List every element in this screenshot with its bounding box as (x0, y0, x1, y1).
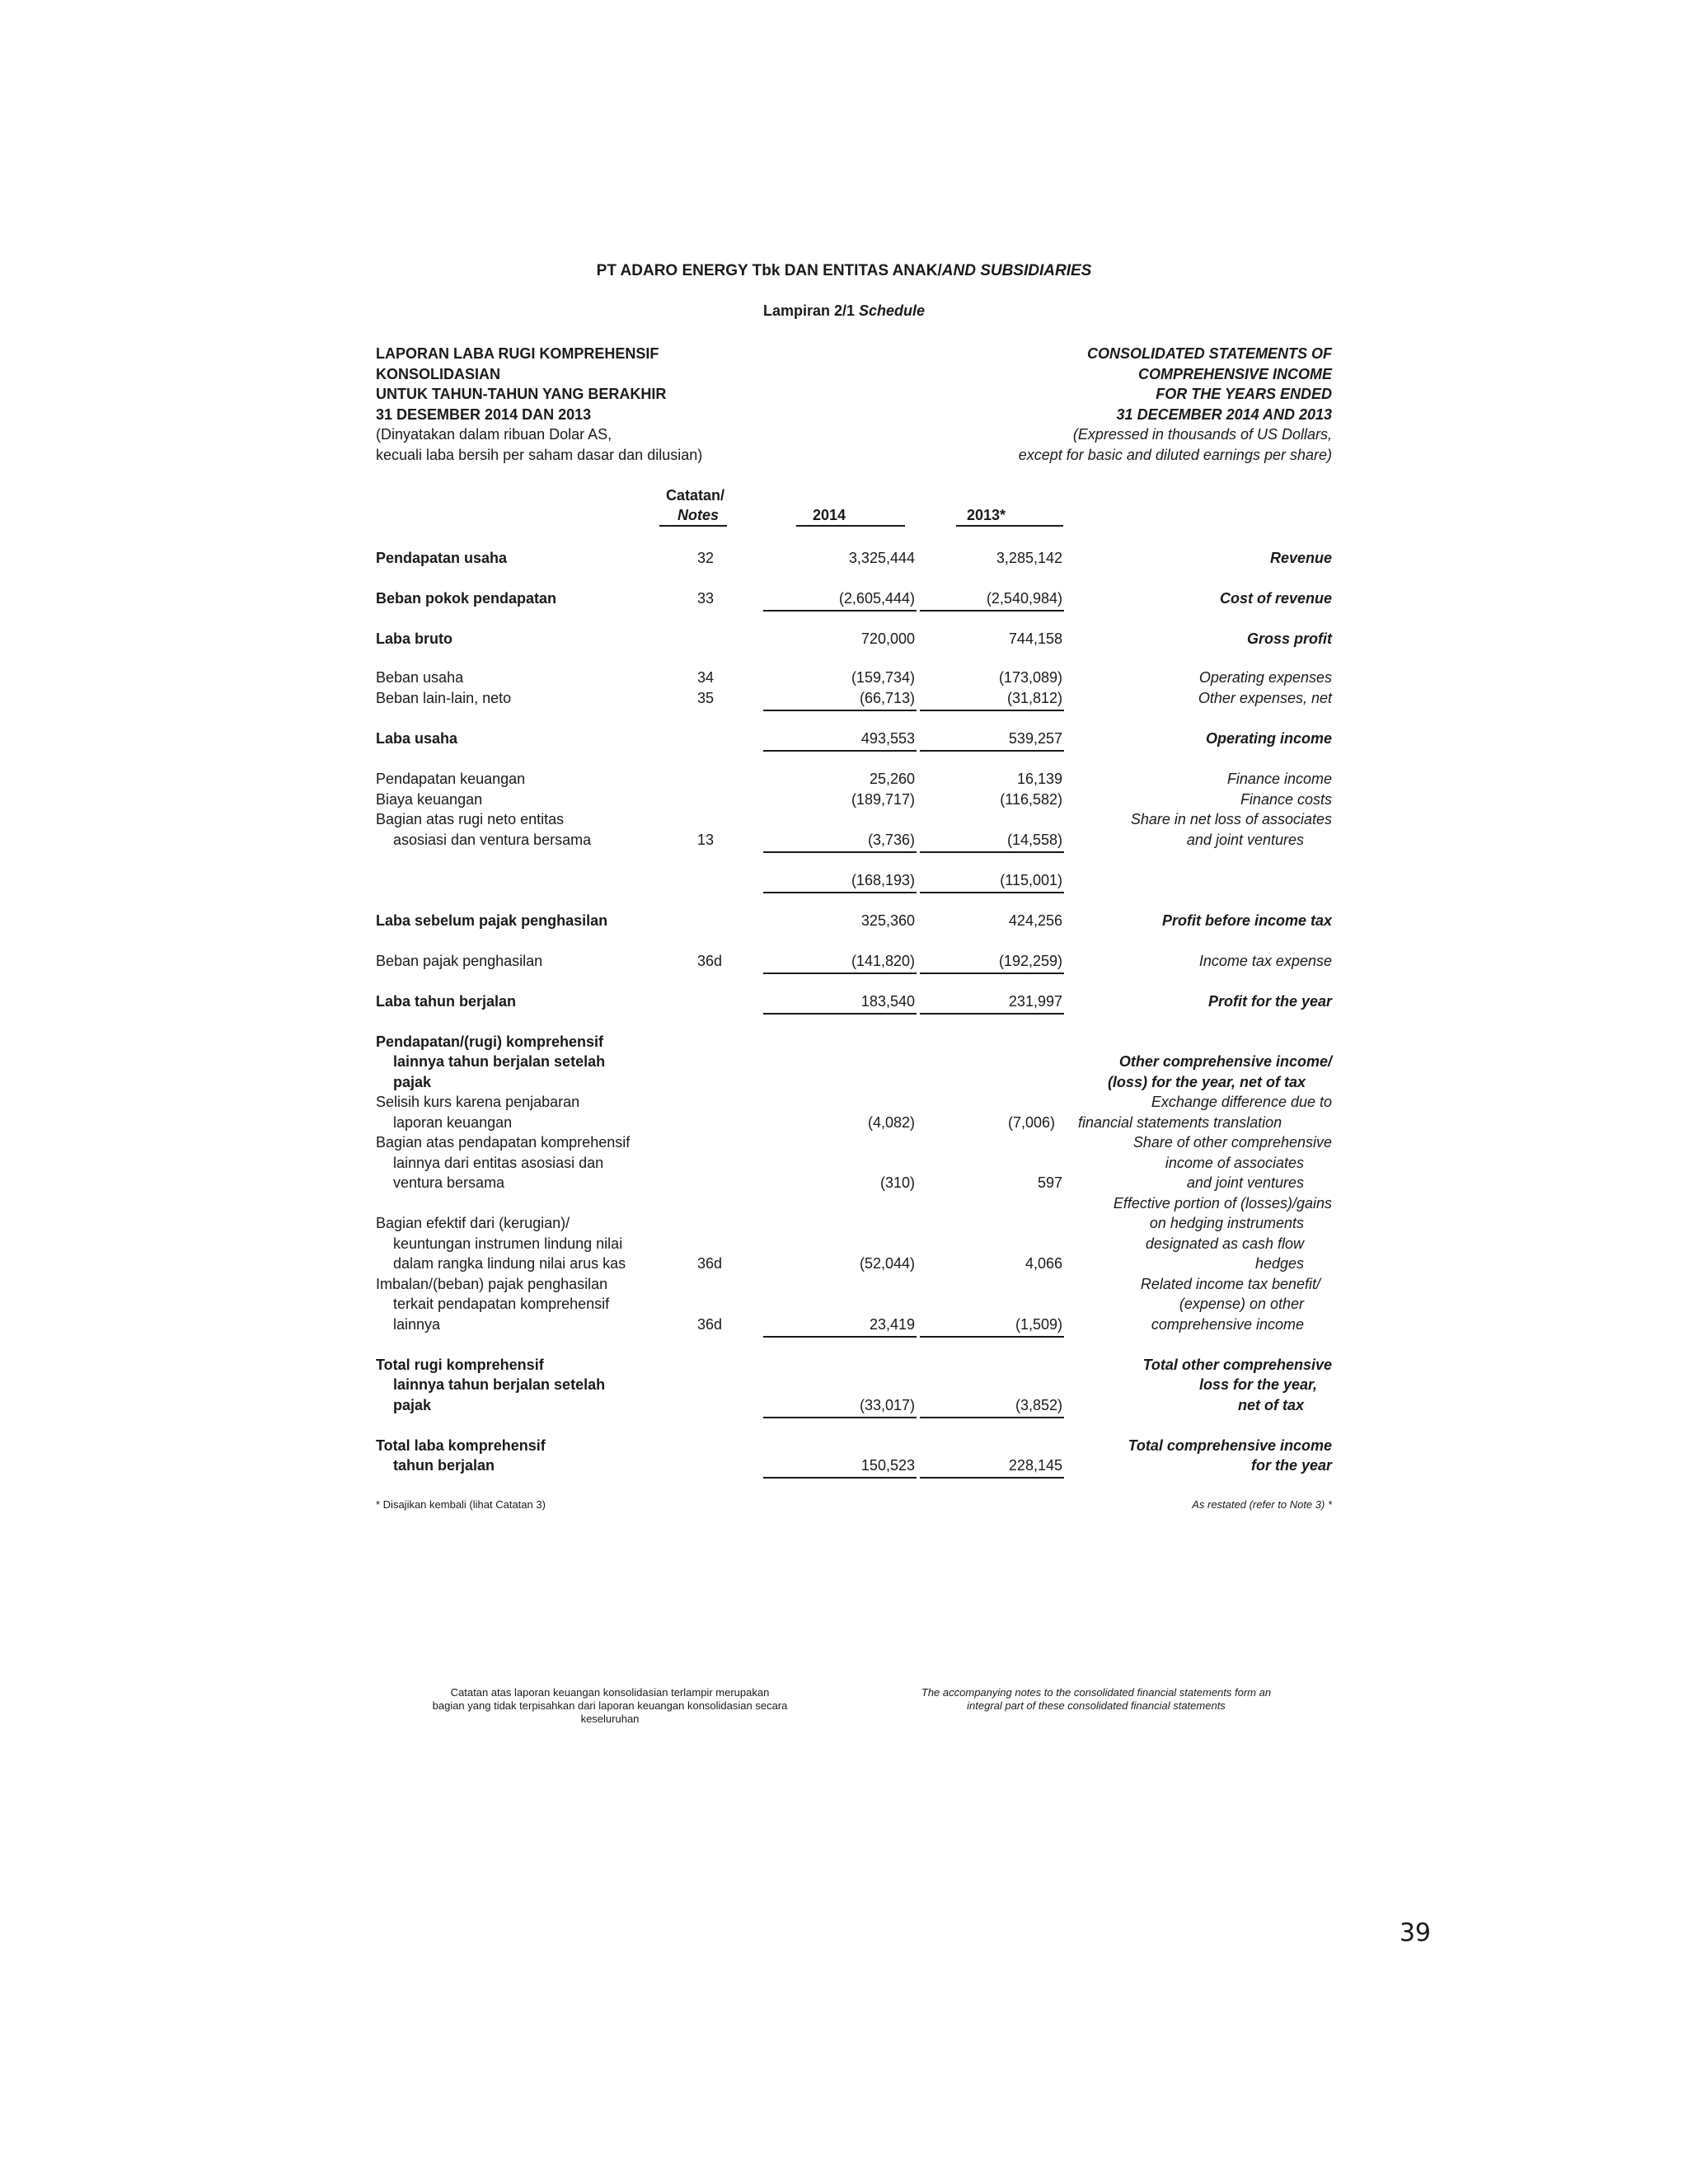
row-label: keuntungan instrumen lindung nilai (393, 1235, 623, 1252)
row-label: Laba sebelum pajak penghasilan (376, 912, 608, 929)
row-label-en: income of associates (1165, 1155, 1304, 1171)
value-2013: 424,256 (1008, 912, 1062, 929)
footer-note-id (363, 1686, 857, 1726)
value-2013: 597 (1037, 1174, 1062, 1191)
row-label-en: net of tax (1237, 1397, 1304, 1413)
row-note: 36d (697, 953, 723, 969)
value-2013: (31,812) (1006, 690, 1062, 706)
value-2014: (141,820) (851, 953, 915, 969)
row-label: pajak (393, 1397, 432, 1413)
value-2014: 3,325,444 (848, 550, 915, 566)
row-label: Beban lain-lain, neto (376, 690, 512, 706)
footer-en-line: The accompanying notes to the consolidated financial statements form an (921, 1686, 1272, 1699)
value-2013: 16,139 (1016, 771, 1062, 787)
row-label-en: Cost of revenue (1219, 590, 1332, 607)
row-label: Bagian efektif dari (kerugian)/ (376, 1215, 570, 1231)
value-2013: (14,558) (1006, 832, 1062, 848)
row-label: Laba usaha (376, 730, 458, 747)
row-label-en: Gross profit (1246, 630, 1332, 647)
underline-2014 (763, 1336, 917, 1338)
underline-2013 (920, 1013, 1064, 1015)
value-2013: (2,540,984) (986, 590, 1062, 607)
value-2013: (116,582) (1000, 791, 1062, 808)
title-id-line: 31 DESEMBER 2014 DAN 2013 (376, 405, 592, 423)
row-label: Bagian atas rugi neto entitas (376, 811, 565, 827)
underline-2014 (763, 851, 917, 853)
notes-header: Catatan/ (666, 487, 725, 504)
row-label: Total rugi komprehensif (376, 1357, 544, 1373)
title-en-line: COMPREHENSIVE INCOME (1137, 365, 1332, 382)
restated-note-en: As restated (refer to Note 3) * (1192, 1498, 1332, 1511)
title-en-line: except for basic and diluted earnings per share) (1018, 446, 1332, 463)
row-label-en: Profit before income tax (1161, 912, 1332, 929)
row-label: Pendapatan keuangan (376, 771, 526, 787)
value-2014: (159,734) (851, 669, 915, 686)
year-2013-underline (956, 525, 1063, 527)
row-label-en: for the year (1250, 1457, 1332, 1474)
row-label: ventura bersama (393, 1174, 505, 1191)
value-2013: 3,285,142 (996, 550, 1062, 566)
company-header (0, 262, 1688, 280)
underline-2013 (920, 610, 1064, 612)
double-underline-2013 (920, 1477, 1064, 1479)
row-label-en: Related income tax benefit/ (1140, 1276, 1320, 1292)
row-label-en: Exchange difference due to (1151, 1094, 1332, 1110)
underline-2014 (763, 710, 917, 711)
row-label-en: and joint ventures (1186, 1174, 1304, 1191)
underline-2014 (763, 972, 917, 974)
row-label: Selisih kurs karena penjabaran (376, 1094, 580, 1110)
row-label: asosiasi dan ventura bersama (393, 832, 592, 848)
value-2013: (1,509) (1015, 1316, 1062, 1333)
company-name-en: AND SUBSIDIARIES (941, 262, 1092, 279)
value-2013: (115,001) (1000, 872, 1062, 888)
restated-note-id: * Disajikan kembali (lihat Catatan 3) (376, 1498, 546, 1511)
underline-2013 (920, 750, 1064, 752)
row-label-en: on hedging instruments (1149, 1215, 1304, 1231)
underline-2014 (763, 1013, 917, 1015)
row-label: lainnya (393, 1316, 441, 1333)
footer-note-en (865, 1686, 1327, 1713)
double-underline-2014 (763, 1477, 917, 1479)
title-id-line: kecuali laba bersih per saham dasar dan dilusian) (376, 446, 703, 463)
row-label: Biaya keuangan (376, 791, 483, 808)
row-note: 13 (697, 832, 715, 848)
value-2014: (4,082) (867, 1114, 915, 1131)
footer-id-line: keseluruhan (580, 1713, 640, 1725)
row-label-en: Revenue (1269, 550, 1332, 566)
title-en-line: FOR THE YEARS ENDED (1156, 386, 1332, 402)
year-2014-underline (796, 525, 905, 527)
row-label: Laba tahun berjalan (376, 993, 517, 1010)
row-label-en: hedges (1254, 1255, 1304, 1272)
row-label-en: Income tax expense (1198, 953, 1332, 969)
notes-header-en: Notes (678, 507, 720, 523)
value-2014: 493,553 (860, 730, 915, 747)
row-note: 35 (697, 690, 715, 706)
row-label-en: Effective portion of (losses)/gains (1113, 1195, 1332, 1212)
footer-en-line: integral part of these consolidated financial statements (967, 1699, 1226, 1712)
row-label: Total laba komprehensif (376, 1437, 546, 1454)
underline-2013 (920, 972, 1064, 974)
row-note: 36d (697, 1316, 723, 1333)
underline-2014 (763, 610, 917, 612)
statement-title-en (1019, 344, 1332, 465)
title-en-line: CONSOLIDATED STATEMENTS OF (1087, 345, 1332, 362)
value-2014: 720,000 (860, 630, 915, 647)
row-note: 34 (697, 669, 715, 686)
value-2014: (3,736) (867, 832, 915, 848)
row-label-en: Finance income (1226, 771, 1332, 787)
row-label: terkait pendapatan komprehensif (393, 1296, 610, 1312)
value-2013: 4,066 (1025, 1255, 1062, 1272)
notes-header-underline (659, 525, 727, 527)
value-2013: 744,158 (1008, 630, 1062, 647)
row-label-en: Other expenses, net (1198, 690, 1332, 706)
company-name: PT ADARO ENERGY Tbk DAN ENTITAS ANAK/ (596, 262, 942, 279)
row-label-en: (expense) on other (1179, 1296, 1304, 1312)
value-2014: (189,717) (851, 791, 915, 808)
value-2014: 325,360 (860, 912, 915, 929)
value-2013: (173,089) (998, 669, 1062, 686)
row-label-en: loss for the year, (1198, 1376, 1317, 1393)
schedule-id: Lampiran 2/1 (762, 302, 859, 319)
value-2014: (2,605,444) (838, 590, 915, 607)
title-en-line: 31 DECEMBER 2014 AND 2013 (1116, 405, 1332, 423)
underline-2013 (920, 851, 1064, 853)
value-2014: (66,713) (859, 690, 915, 706)
row-label: Laba bruto (376, 630, 452, 647)
row-label: lainnya tahun berjalan setelah (393, 1053, 606, 1070)
value-2014: (52,044) (859, 1255, 915, 1272)
row-label: pajak (393, 1074, 432, 1090)
row-label-en: designated as cash flow (1145, 1235, 1304, 1252)
underline-2014 (763, 750, 917, 752)
footer-id-line: bagian yang tidak terpisahkan dari laporan keuangan konsolidasian secara (432, 1699, 788, 1712)
row-label: Imbalan/(beban) pajak penghasilan (376, 1276, 608, 1292)
underline-2013 (920, 710, 1064, 711)
row-label: lainnya dari entitas asosiasi dan (393, 1155, 604, 1171)
row-label: Beban usaha (376, 669, 464, 686)
value-2013: (3,852) (1015, 1397, 1062, 1413)
value-2014: 23,419 (869, 1316, 915, 1333)
schedule-label (0, 302, 1688, 320)
year-2013-header: 2013* (967, 507, 1006, 523)
value-2013: (7,006) (1008, 1114, 1056, 1131)
underline-2013 (920, 1417, 1064, 1418)
value-2014: 25,260 (869, 771, 915, 787)
row-label: Bagian atas pendapatan komprehensif (376, 1134, 631, 1151)
underline-2013 (920, 892, 1064, 893)
value-2014: (33,017) (859, 1397, 915, 1413)
title-id-line: (Dinyatakan dalam ribuan Dolar AS, (376, 426, 612, 443)
row-label-en: Other comprehensive income/ (1118, 1053, 1332, 1070)
row-label: dalam rangka lindung nilai arus kas (393, 1255, 626, 1272)
footer-id-line: Catatan atas laporan keuangan konsolidasian terlampir merupakan (450, 1686, 770, 1699)
row-label: Beban pajak penghasilan (376, 953, 543, 969)
row-note: 33 (697, 590, 715, 607)
row-label: laporan keuangan (393, 1114, 513, 1131)
title-id-line: LAPORAN LABA RUGI KOMPREHENSIF (376, 345, 659, 362)
value-2013: 539,257 (1008, 730, 1062, 747)
row-label-en: Operating expenses (1198, 669, 1332, 686)
underline-2014 (763, 1417, 917, 1418)
value-2013: 231,997 (1008, 993, 1062, 1010)
row-label: lainnya tahun berjalan setelah (393, 1376, 606, 1393)
row-label-en: Operating income (1205, 730, 1332, 747)
row-label: Pendapatan usaha (376, 550, 508, 566)
row-label: tahun berjalan (393, 1457, 495, 1474)
schedule-en: Schedule (859, 302, 926, 319)
row-label-en: (loss) for the year, net of tax (1107, 1074, 1306, 1090)
value-2013: (192,259) (998, 953, 1062, 969)
row-label-en: financial statements translation (1078, 1114, 1282, 1131)
underline-2013 (920, 1336, 1064, 1338)
value-2014: (310) (879, 1174, 915, 1191)
underline-2014 (763, 892, 917, 893)
statement-title-id (376, 344, 702, 465)
title-en-line: (Expressed in thousands of US Dollars, (1072, 426, 1332, 443)
row-label: Beban pokok pendapatan (376, 590, 557, 607)
row-label: Pendapatan/(rugi) komprehensif (376, 1033, 604, 1050)
row-label-en: Share in net loss of associates (1130, 811, 1332, 827)
row-label-en: comprehensive income (1151, 1316, 1304, 1333)
value-2013: 228,145 (1008, 1457, 1062, 1474)
title-id-line: KONSOLIDASIAN (376, 365, 501, 382)
row-label-en: Profit for the year (1207, 993, 1332, 1010)
title-id-line: UNTUK TAHUN-TAHUN YANG BERAKHIR (376, 386, 667, 402)
row-label-en: Share of other comprehensive (1132, 1134, 1332, 1151)
row-label-en: and joint ventures (1186, 832, 1304, 848)
row-label-en: Finance costs (1240, 791, 1332, 808)
value-2014: 183,540 (860, 993, 915, 1010)
row-note: 36d (697, 1255, 723, 1272)
value-2014: (168,193) (851, 872, 915, 888)
row-note: 32 (697, 550, 715, 566)
value-2014: 150,523 (860, 1457, 915, 1474)
year-2014-header: 2014 (813, 507, 846, 523)
row-label-en: Total other comprehensive (1142, 1357, 1332, 1373)
row-label-en: Total comprehensive income (1128, 1437, 1332, 1454)
page-number: 39 (1399, 1919, 1431, 1947)
